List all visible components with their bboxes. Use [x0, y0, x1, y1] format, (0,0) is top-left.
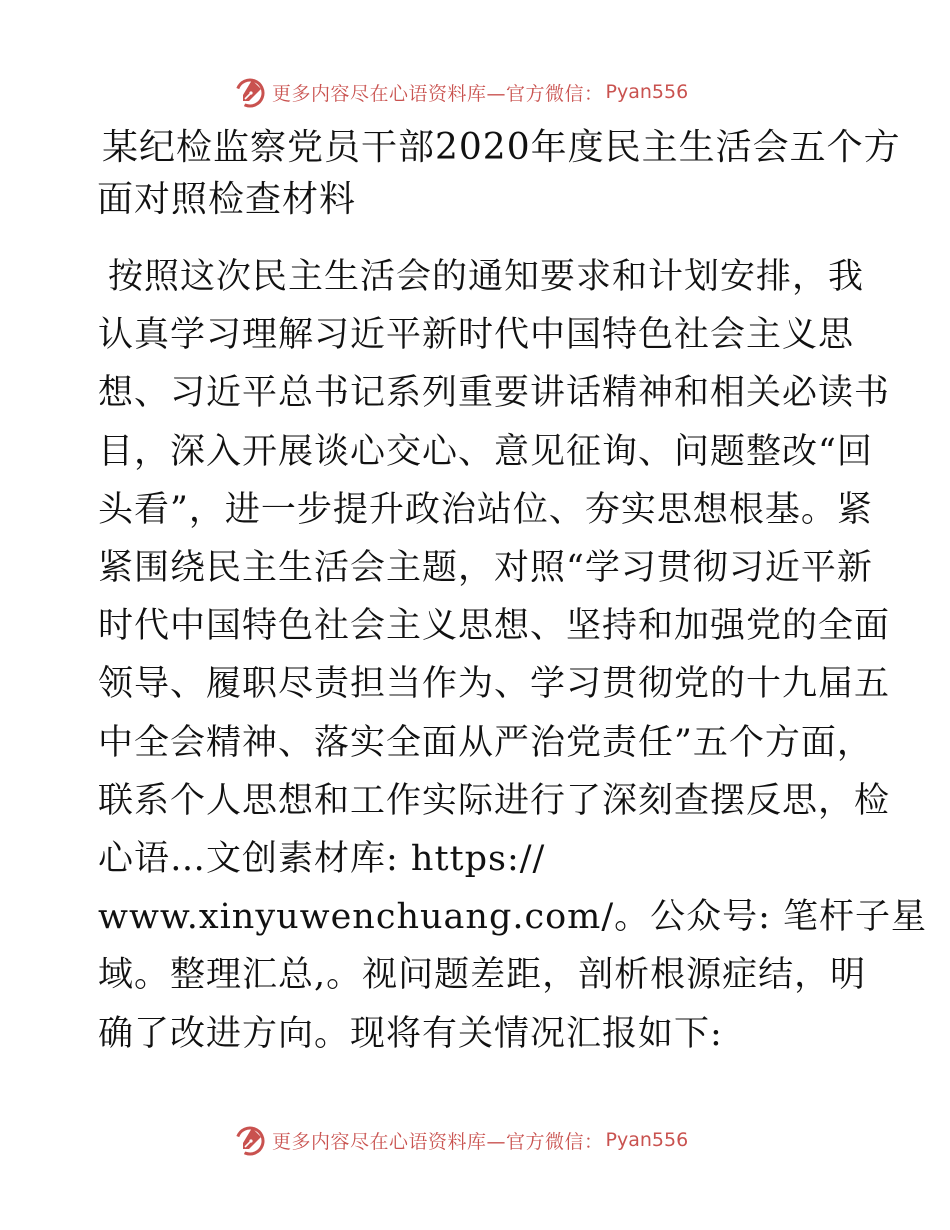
body-line: 确了改进方向。现将有关情况汇报如下:	[98, 1013, 723, 1054]
body-line: 时代中国特色社会主义思想、坚持和加强党的全面	[98, 606, 891, 647]
watermark-contact: Pyan556	[605, 81, 689, 103]
document-title	[97, 122, 901, 226]
watermark-text: 更多内容尽在心语资料库—官方微信：	[272, 82, 604, 105]
header-watermark-banner	[232, 72, 688, 112]
title-line: 面对照检查材料	[97, 179, 357, 220]
body-line: 认真学习理解习近平新时代中国特色社会主义思	[98, 315, 855, 356]
body-line: 目，深入开展谈心交心、意见征询、问题整改“回	[98, 431, 873, 472]
body-line: 按照这次民主生活会的通知要求和计划安排，我	[108, 257, 865, 297]
body-line: 领导、履职尽责担当作为、学习贯彻党的十九届五	[98, 664, 891, 705]
body-line: 联系个人思想和工作实际进行了深刻查摆反思，检	[98, 780, 891, 821]
document-body	[98, 248, 928, 1063]
watermark-contact: Pyan556	[605, 1129, 689, 1151]
watermark-text: 更多内容尽在心语资料库—官方微信：	[272, 1130, 604, 1153]
body-line: www.xinyuwenchuang.com/。公众号: 笔杆子星	[98, 897, 928, 938]
body-line: 头看”，进一步提升政治站位、夯实思想根基。紧	[98, 489, 873, 530]
footer-watermark-banner	[232, 1120, 688, 1160]
title-line: 某纪检监察党员干部2020年度民主生活会五个方	[102, 127, 901, 168]
body-line: 中全会精神、落实全面从严治党责任”五个方面，	[98, 722, 873, 763]
pen-nib-logo-icon	[232, 1122, 268, 1158]
body-line: 紧围绕民主生活会主题，对照“学习贯彻习近平新	[98, 548, 873, 589]
body-line: 心语…文创素材库: https://	[98, 839, 546, 880]
body-line: 域。整理汇总,。视问题差距，剖析根源症结，明	[98, 955, 867, 996]
body-line: 想、习近平总书记系列重要讲话精神和相关必读书	[98, 373, 891, 414]
pen-nib-logo-icon	[232, 74, 268, 110]
